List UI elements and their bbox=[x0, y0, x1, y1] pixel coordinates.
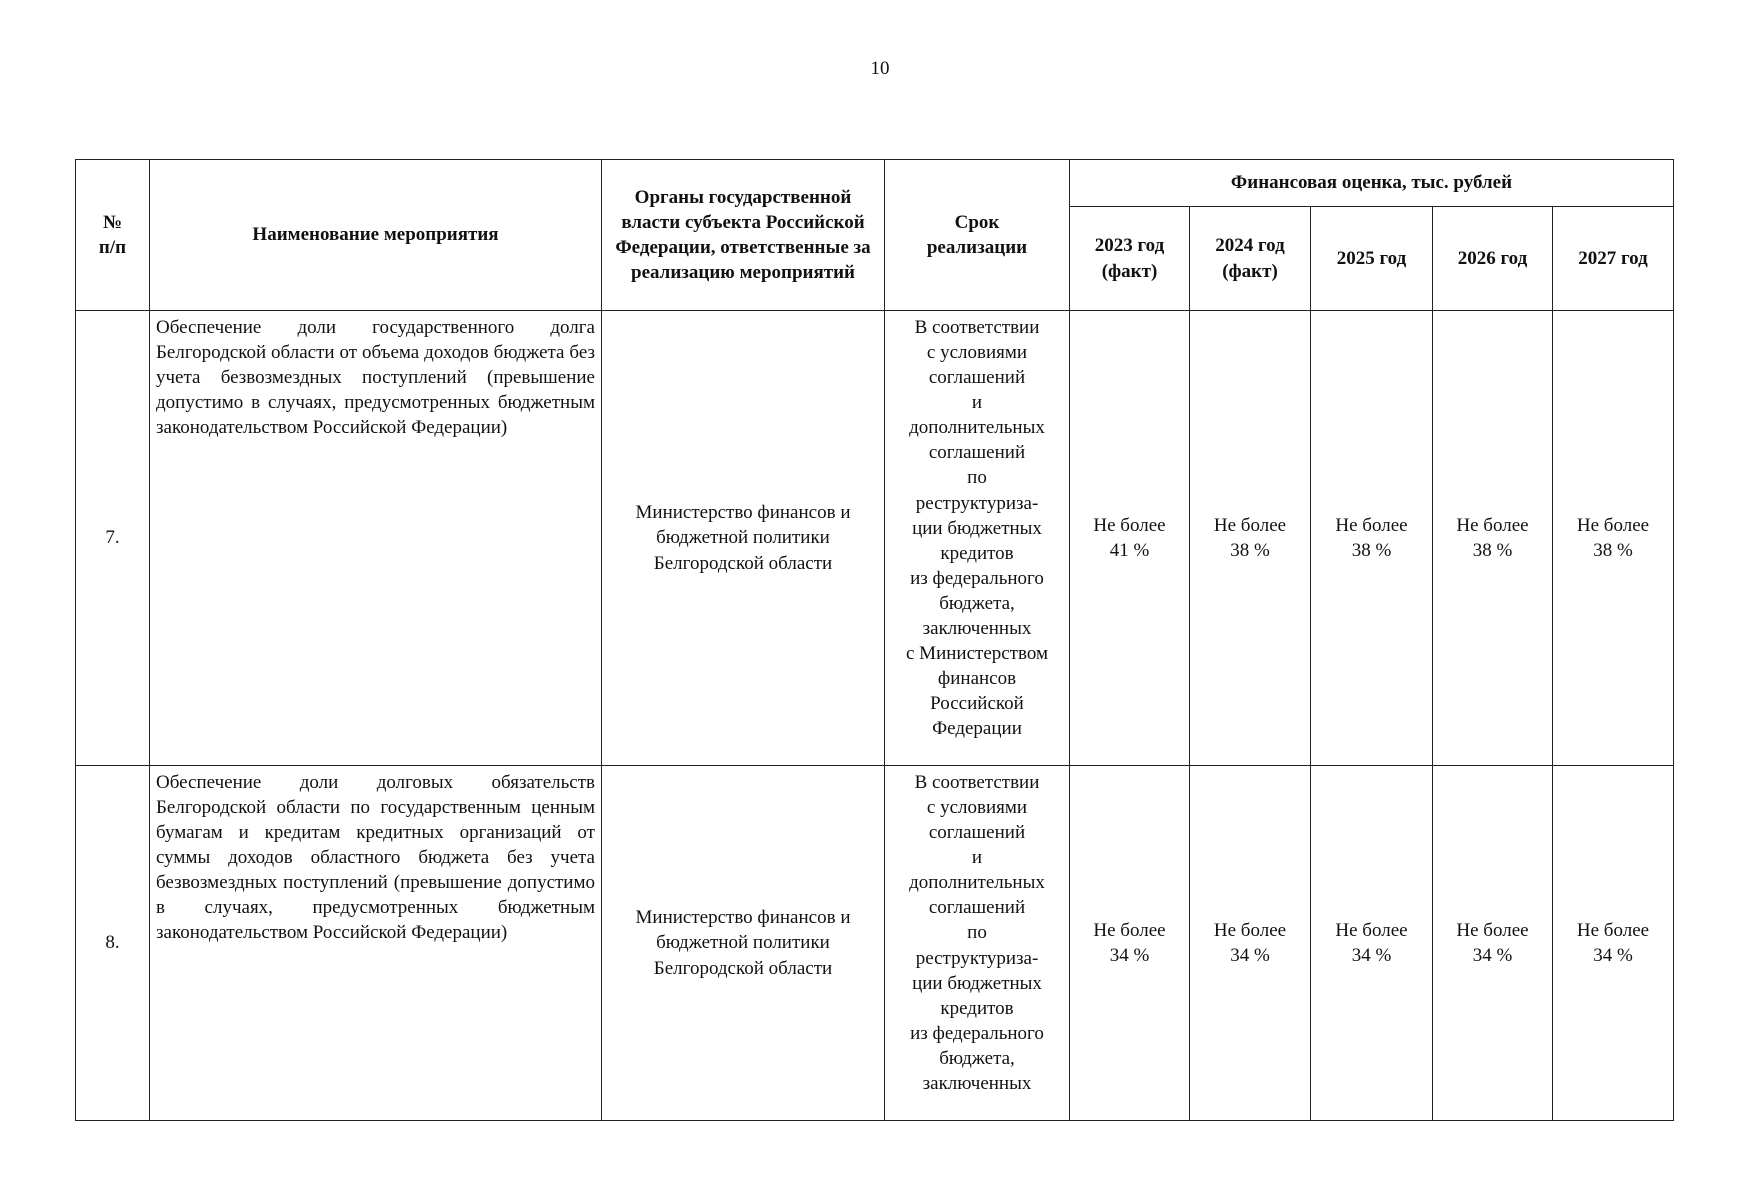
value-2023: Не более 34 % bbox=[1070, 766, 1190, 1121]
header-year-2026: 2026 год bbox=[1433, 207, 1553, 311]
header-name: Наименование мероприятия bbox=[150, 160, 602, 311]
measure-name: Обеспечение доли долговых обязательств Белгородской области по государственным ценным бумагам и кредитам кредитных организаций от суммы доходов областного бюджета без учета безвозмездных поступлений (превышение допустимо в случаях, предусмотренных бюджетным законодательством Российской Федерации) bbox=[150, 766, 602, 1121]
value-2027: Не более 38 % bbox=[1553, 311, 1674, 766]
value-2026: Не более 38 % bbox=[1433, 311, 1553, 766]
value-2027: Не более 34 % bbox=[1553, 766, 1674, 1121]
row-number: 7. bbox=[76, 311, 150, 766]
header-agency: Органы государственной власти субъекта Российской Федерации, ответственные за реализацию мероприятий bbox=[602, 160, 885, 311]
implementation-term: В соответствии с условиями соглашений и дополнительных соглашений по реструктуриза- ции бюджетных кредитов из федерального бюджета, заключенных с Министерством финансов Российской Федерации bbox=[885, 311, 1070, 766]
responsible-agency: Министерство финансов и бюджетной политики Белгородской области bbox=[602, 311, 885, 766]
header-year-2027: 2027 год bbox=[1553, 207, 1674, 311]
page-number: 10 bbox=[870, 58, 890, 79]
header-finance: Финансовая оценка, тыс. рублей bbox=[1070, 160, 1674, 207]
row-number: 8. bbox=[76, 766, 150, 1121]
value-2023: Не более 41 % bbox=[1070, 311, 1190, 766]
header-term: Срок реализации bbox=[885, 160, 1070, 311]
value-2026: Не более 34 % bbox=[1433, 766, 1553, 1121]
value-2025: Не более 38 % bbox=[1311, 311, 1433, 766]
table-row bbox=[76, 311, 1674, 766]
header-year-2023: 2023 год (факт) bbox=[1070, 207, 1190, 311]
measures-table bbox=[75, 159, 1674, 1121]
value-2024: Не более 38 % bbox=[1190, 311, 1311, 766]
responsible-agency: Министерство финансов и бюджетной политики Белгородской области bbox=[602, 766, 885, 1121]
header-num: № п/п bbox=[76, 160, 150, 311]
value-2024: Не более 34 % bbox=[1190, 766, 1311, 1121]
implementation-term: В соответствии с условиями соглашений и дополнительных соглашений по реструктуриза- ции бюджетных кредитов из федерального бюджета, заключенных bbox=[885, 766, 1070, 1121]
measure-name: Обеспечение доли государственного долга Белгородской области от объема доходов бюджета без учета безвозмездных поступлений (превышение допустимо в случаях, предусмотренных бюджетным законодательством Российской Федерации) bbox=[150, 311, 602, 766]
header-year-2025: 2025 год bbox=[1311, 207, 1433, 311]
table-row bbox=[76, 766, 1674, 1121]
header-year-2024: 2024 год (факт) bbox=[1190, 207, 1311, 311]
value-2025: Не более 34 % bbox=[1311, 766, 1433, 1121]
